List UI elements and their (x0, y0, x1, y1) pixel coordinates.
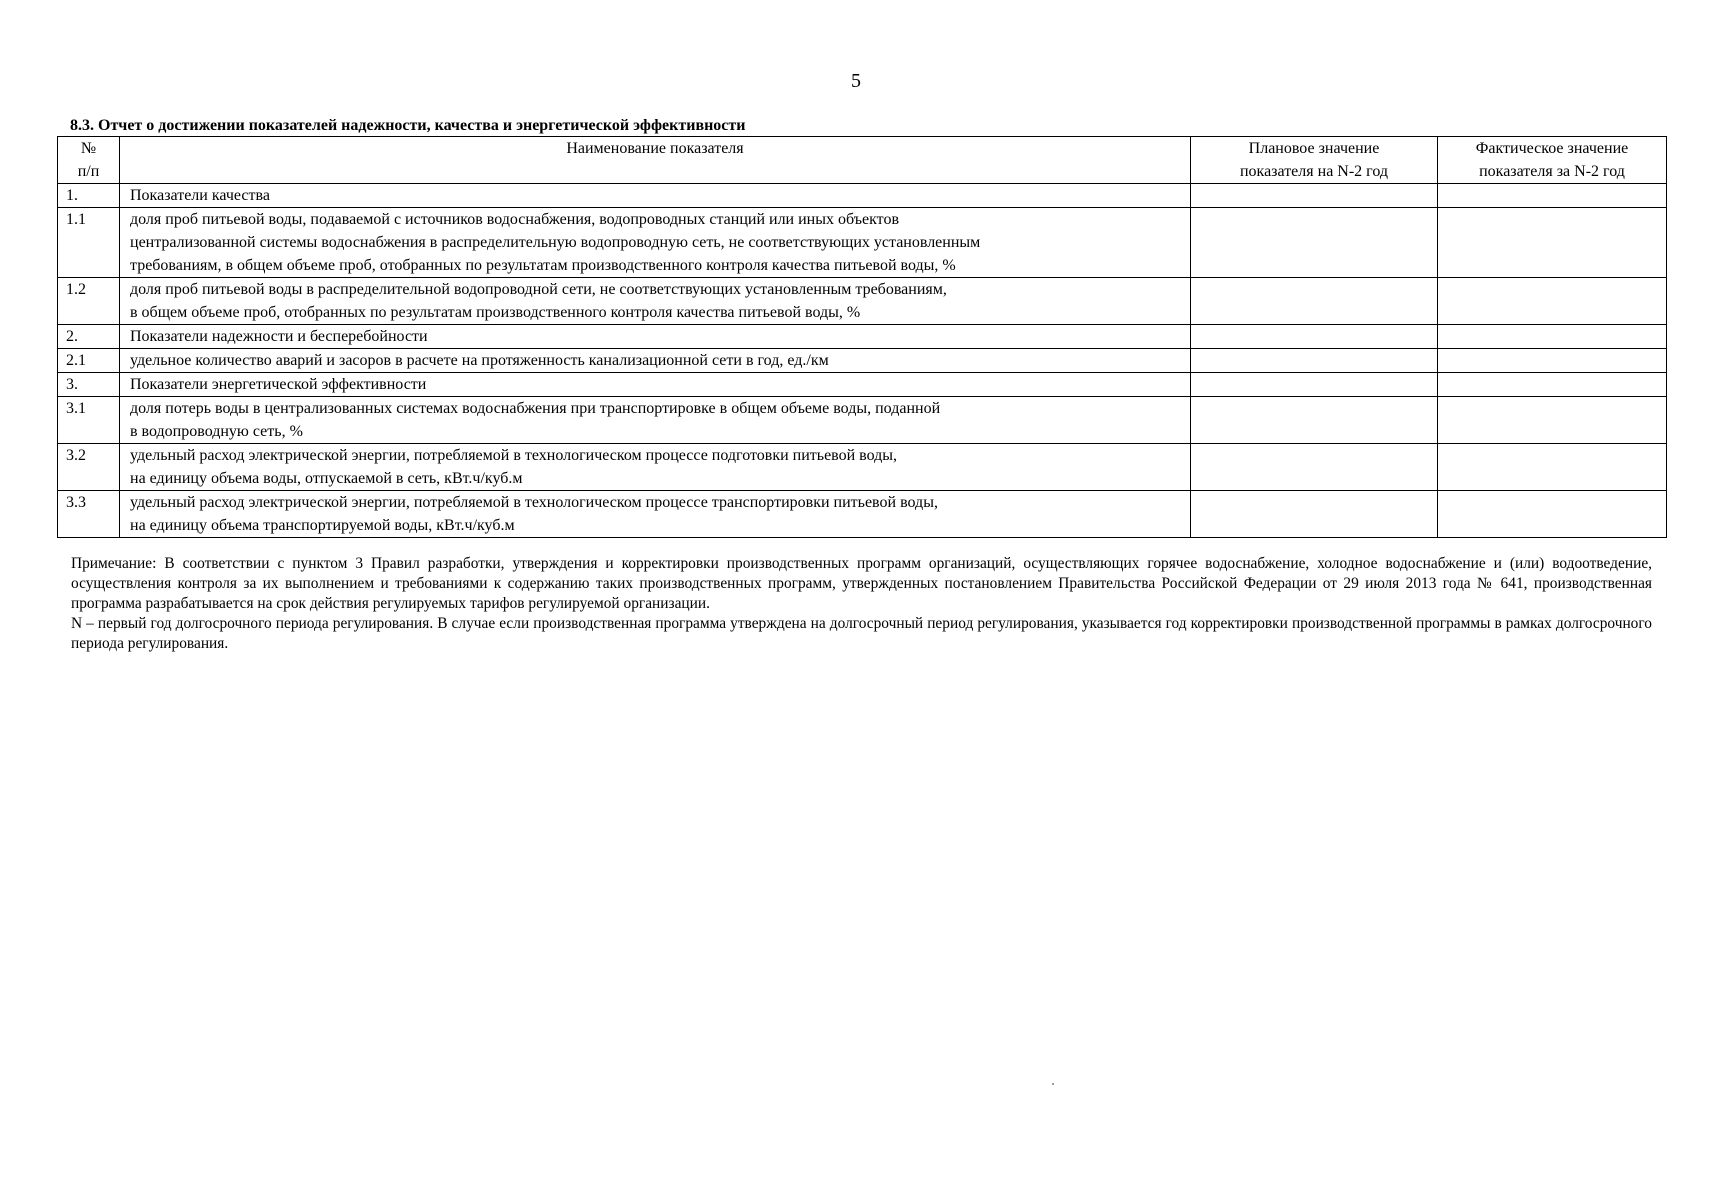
row-number: 1. (58, 184, 120, 208)
indicator-name-line: требованиям, в общем объеме проб, отобранных по результатам производственного контроля качества питьевой воды, % (130, 257, 956, 274)
plan-value-cell (1191, 373, 1438, 397)
indicator-name-line: централизованной системы водоснабжения в распределительную водопроводную сеть, не соответствующих установленным (130, 234, 981, 251)
fact-value-cell (1438, 491, 1667, 538)
indicator-name-line: в водопроводную сеть, % (130, 423, 303, 440)
page-number: 5 (851, 70, 861, 92)
header-plan-line2: показателя на N-2 год (1239, 163, 1389, 180)
plan-value-cell (1191, 184, 1438, 208)
header-num-line2: п/п (77, 163, 100, 180)
header-fact (1438, 137, 1667, 184)
row-number: 2. (58, 325, 120, 349)
section-title: 8.3. Отчет о достижении показателей надежности, качества и энергетической эффективности (70, 117, 746, 134)
scan-speck (1052, 1083, 1054, 1085)
table-row (58, 278, 1667, 325)
header-name (120, 137, 1191, 184)
note-paragraph-1: Примечание: В соответствии с пунктом 3 Правил разработки, утверждения и корректировки производственных программ организаций, осуществляющих горячее водоснабжение, холодное водоснабжение и (или) водоотведение, осуществления контроля за их выполнением и требованиями к содержанию таких производственных программ, утвержденных постановлением Правительства Российской Федерации от 29 июля 2013 года № 641, производственная программа разрабатывается на срок действия регулируемых тарифов регулируемой организации. (71, 555, 1652, 612)
fact-value-cell (1438, 208, 1667, 278)
row-number: 3.3 (58, 491, 120, 538)
plan-value-cell (1191, 208, 1438, 278)
row-number: 1.2 (58, 278, 120, 325)
fact-value-cell (1438, 397, 1667, 444)
row-number: 1.1 (58, 208, 120, 278)
header-fact-line1: Фактическое значение (1475, 140, 1629, 157)
indicator-name (120, 208, 1191, 278)
indicator-name (120, 373, 1191, 397)
plan-value-cell (1191, 349, 1438, 373)
table-row (58, 325, 1667, 349)
indicator-name (120, 444, 1191, 491)
note-paragraph-2: N – первый год долгосрочного периода регулирования. В случае если производственная программа утверждена на долгосрочный период регулирования, указывается год корректировки производственной программы в рамках долгосрочного периода регулирования. (71, 615, 1652, 652)
table-row (58, 208, 1667, 278)
row-number: 3.2 (58, 444, 120, 491)
row-number: 3.1 (58, 397, 120, 444)
table-row (58, 349, 1667, 373)
indicator-name (120, 349, 1191, 373)
plan-value-cell (1191, 491, 1438, 538)
indicator-name-line: доля проб питьевой воды в распределительной водопроводной сети, не соответствующих установленным требованиям, (130, 281, 947, 298)
indicator-name-line: удельный расход электрической энергии, потребляемой в технологическом процессе транспортировки питьевой воды, (130, 494, 938, 511)
table-header-row (58, 137, 1667, 184)
header-name-text: Наименование показателя (566, 140, 744, 157)
table-row (58, 444, 1667, 491)
indicator-name (120, 397, 1191, 444)
note-block (71, 554, 1652, 654)
indicator-name-line: Показатели энергетической эффективности (130, 376, 427, 393)
fact-value-cell (1438, 373, 1667, 397)
fact-value-cell (1438, 444, 1667, 491)
header-fact-line2: показателя за N-2 год (1479, 163, 1625, 180)
indicator-name-line: Показатели надежности и бесперебойности (130, 328, 428, 345)
plan-value-cell (1191, 278, 1438, 325)
fact-value-cell (1438, 349, 1667, 373)
header-num-line1: № (80, 140, 97, 157)
indicator-name-line: доля проб питьевой воды, подаваемой с источников водоснабжения, водопроводных станций или иных объектов (130, 211, 899, 228)
plan-value-cell (1191, 325, 1438, 349)
fact-value-cell (1438, 325, 1667, 349)
indicators-table (57, 136, 1667, 538)
indicator-name (120, 184, 1191, 208)
row-number: 2.1 (58, 349, 120, 373)
fact-value-cell (1438, 278, 1667, 325)
header-plan-line1: Плановое значение (1248, 140, 1380, 157)
fact-value-cell (1438, 184, 1667, 208)
plan-value-cell (1191, 397, 1438, 444)
plan-value-cell (1191, 444, 1438, 491)
row-number: 3. (58, 373, 120, 397)
indicator-name-line: на единицу объема воды, отпускаемой в сеть, кВт.ч/куб.м (130, 470, 523, 487)
table-row (58, 184, 1667, 208)
indicator-name-line: Показатели качества (130, 187, 270, 204)
table-row (58, 491, 1667, 538)
indicator-name (120, 278, 1191, 325)
indicator-name-line: доля потерь воды в централизованных системах водоснабжения при транспортировке в общем объеме воды, поданной (130, 400, 941, 417)
indicator-name-line: на единицу объема транспортируемой воды, кВт.ч/куб.м (130, 517, 515, 534)
indicator-name (120, 491, 1191, 538)
table-row (58, 397, 1667, 444)
indicator-name-line: удельное количество аварий и засоров в расчете на протяженность канализационной сети в год, ед./км (130, 352, 829, 369)
table-row (58, 373, 1667, 397)
indicator-name (120, 325, 1191, 349)
indicator-name-line: в общем объеме проб, отобранных по результатам производственного контроля качества питьевой воды, % (130, 304, 861, 321)
indicator-name-line: удельный расход электрической энергии, потребляемой в технологическом процессе подготовки питьевой воды, (130, 447, 898, 464)
header-num (58, 137, 120, 184)
table-body (58, 184, 1667, 538)
header-plan (1191, 137, 1438, 184)
